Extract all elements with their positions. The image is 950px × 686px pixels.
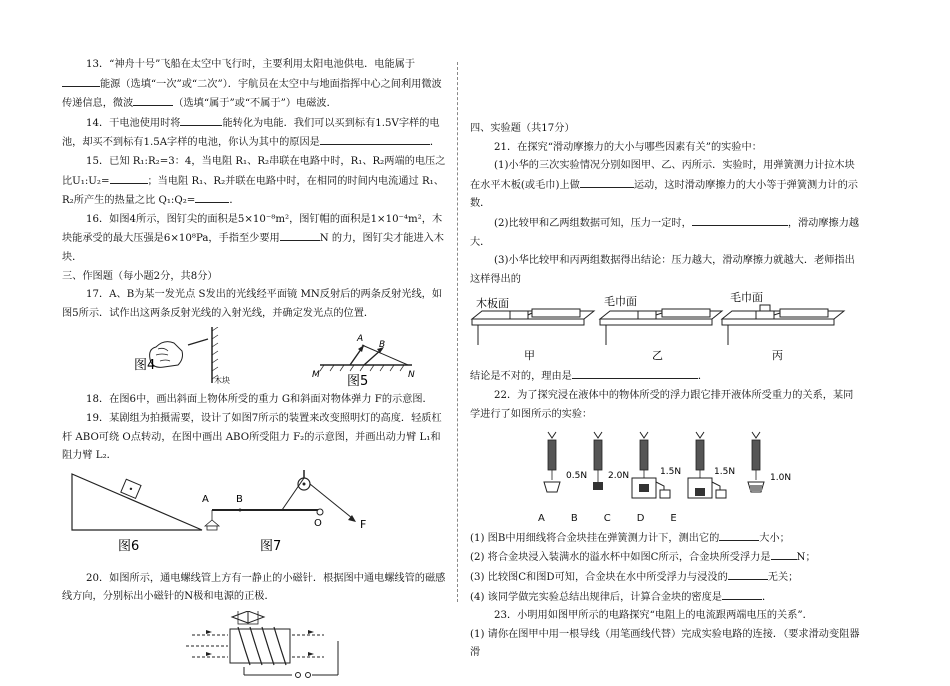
q13-text-c: （选填“属于”或“不属于”）电磁波． [173,98,337,110]
surface-label-3: 毛巾面 [730,291,763,305]
fig6-incline-diagram [72,474,202,530]
setup-c [632,432,670,498]
section-3-heading: 三、作图题（每小题2分，共8分） [62,270,218,282]
q16-text-a: 16．如图4所示，图钉尖的面积是5×10⁻⁸m²，图钉帽的面积是1×10⁻⁴m²，木块能承受的最大压强是6×10⁸Pa，手指至少要用 [62,213,443,245]
q22-4-text-b: ． [761,591,773,603]
surface-label-2: 毛巾面 [604,295,637,309]
q13-blank-1[interactable] [62,75,100,87]
setup-e [748,432,764,492]
q14-blank-2[interactable] [320,133,430,145]
q21-3-blank[interactable] [572,367,698,379]
q21-1-blank[interactable] [580,176,634,188]
q14-text-c: ． [429,137,441,149]
q22-3-text-b: 无关； [767,571,799,583]
question-14 [62,114,450,153]
q21-2-blank[interactable] [692,214,788,226]
q21-2-text-a: (2)比较甲和乙两组数据可知，压力一定时， [494,217,692,229]
reading-b: 2.0N [608,471,630,482]
fig5-caption: 图5 [347,374,369,388]
right-column [470,120,860,663]
fig4-fig5-drawing [62,327,442,387]
question-19: 19．某剧组为拍摄需要，设计了如图7所示的装置来改变照明灯的高度．轻质杠杆 ABO可绕 O点转动，在图中画出 ABO所受阻力 F₂的示意图，并画出动力臂 L₁和阻力臂 L₂． [62,412,442,462]
caption-jia: 甲 [524,349,535,363]
letter-d: D [636,513,645,525]
setup-letters [470,510,860,529]
friction-setup-yi [600,309,722,345]
fig7-caption: 图7 [260,538,282,554]
caption-yi: 乙 [652,349,663,363]
fig5-mirror-diagram [320,345,412,371]
q13-blank-2[interactable] [133,94,159,106]
q13-text-b: 能源（选填“一次”或“二次”）．宇航员在太空中与地面指挥中心之间利用微波传递信息，微波 [62,78,442,110]
figures-6-7 [62,470,450,566]
column-divider [457,62,458,602]
fig7-label-f: F [360,517,367,531]
setup-b [593,432,603,490]
q22-2-blank[interactable] [771,548,797,560]
q15-text-c: ． [229,195,240,207]
fig7-label-b: B [236,493,243,505]
compass-needle [232,611,264,624]
q22-part-2 [470,548,860,568]
reading-a: 0.5N [566,471,588,482]
question-20: 20．如图所示，通电螺线管上方有一静止的小磁针．根据图中通电螺线管的磁感线方向，分别标出小磁针的N极和电源的正极． [62,572,446,603]
question-17: 17．A、B为某一发光点 S发出的光线经平面镜 MN反射后的两条反射光线，如图5所示．试作出这两条反射光线的入射光线，并确定发光点的位置． [62,289,443,319]
figures-4-5 [62,327,450,387]
fig7-lever-diagram [205,470,356,530]
question-18: 18．在图6中，画出斜面上物体所受的重力 G和斜面对物体弹力 F的示意图． [86,394,433,406]
q21-part-1 [470,157,860,214]
q22-1-text-b: 大小； [759,532,790,544]
q21-3-text-c: ． [697,371,709,383]
fig5-label-b: B [379,340,386,351]
fig7-label-o: O [314,517,322,529]
q14-text-b: 能转化为电能．我们可以买到标有1.5V字样的电池，却买不到标有1.5A字样的电池，你认为其中的原因是 [62,117,440,149]
q15-blank-1[interactable] [110,172,148,184]
buoyancy-figure [470,428,860,508]
friction-drawing [470,291,860,363]
q13-blank-2b[interactable] [159,94,173,106]
fig6-fig7-drawing [62,470,442,566]
fig7-label-a: A [202,493,209,505]
q22-3-text-a: (3) 比较图C和图D可知，合金块在水中所受浮力与浸没的 [470,571,728,583]
letter-b: B [570,513,578,525]
buoyancy-drawing [470,428,860,508]
question-15 [62,153,450,211]
setup-a [544,432,560,492]
surface-label-1: 木板面 [476,297,509,311]
fig4-caption: 图4 [134,358,156,374]
q22-4-text-a: (4) 该同学做完实验总结出规律后，计算合金块的密度是 [470,591,722,603]
q22-1-text-a: (1) 图B中用细线将合金块挂在弹簧测力计下，测出它的 [470,532,720,544]
q13-text-a: 13．“神舟十号”飞船在太空中飞行时，主要利用太阳电池供电．电能属于 [86,59,416,70]
fig5-label-n: N [408,370,415,381]
caption-bing: 丙 [772,349,783,363]
fig5-label-a: A [357,334,364,345]
reading-c: 1.5N [660,467,682,478]
q15-text-a: 15．已知 R₁:R₂=3：4，当电阻 R₁、R₂串联在电路中时，R₁、R₂两端的电压之比U₁:U₂= [62,155,446,187]
q21-3-text-b: 结论是不对的，理由是 [470,371,572,383]
q22-2-text-a: (2) 将合金块浸入装满水的溢水杯中如图C所示，合金块所受浮力是 [470,552,771,564]
fig6-caption: 图6 [118,538,140,554]
q16-text-b: N 的力，图钉尖才能进入木块． [62,233,444,263]
q23-part-1: (1) 请你在图甲中用一根导线（用笔画线代替）完成实验电路的连接．（要求滑动变阻器滑 [470,628,860,659]
setup-d [688,432,726,498]
q14-blank-1[interactable] [180,114,222,126]
q14-text-a: 14．干电池使用时将 [86,117,181,129]
q22-4-blank[interactable] [722,588,762,600]
q22-2-text-b: N； [796,552,816,564]
q22-3-blank[interactable] [728,568,768,580]
fig5-label-m: M [312,370,320,381]
q21-part-2 [470,214,860,252]
q21-part-3-conclusion [470,367,860,387]
friction-setup-jia [472,309,594,345]
reading-d: 1.5N [714,467,736,478]
solenoid-coil [186,627,338,678]
q15-blank-2[interactable] [195,191,229,203]
q22-part-4 [470,588,860,608]
q22-part-3 [470,568,860,588]
left-column [62,56,450,683]
q22-1-blank[interactable] [719,529,759,541]
question-16 [62,211,450,268]
letter-a: A [538,513,545,525]
reading-e: 1.0N [770,473,792,484]
section-4-heading: 四、实验题（共17分） [470,123,575,134]
question-21: 21．在探究“滑动摩擦力的大小与哪些因素有关”的实验中： [494,141,762,153]
fig4-hand-illustration [150,327,218,383]
letter-e: E [670,513,677,525]
friction-figure [470,291,860,363]
q21-part-3: (3)小华比较甲和丙两组数据得出结论：压力越大，滑动摩擦力就越大．老师指出这样得出的 [470,255,855,285]
question-22: 22．为了探究浸在液体中的物体所受的浮力跟它排开液体所受重力的关系，某同学进行了如图所示的实验： [470,389,854,420]
wood-label: 木块 [214,376,230,386]
q22-part-1 [470,529,860,549]
question-13 [62,56,450,114]
solenoid-figure [62,611,450,679]
q21-2-text-b: ，滑动摩擦力越大． [470,217,860,248]
question-23: 23．小明用如图甲所示的电路探究“电阻上的电流跟两端电压的关系”． [494,610,813,622]
solenoid-drawing [62,611,442,679]
q16-blank[interactable] [280,229,320,241]
friction-setup-bing [722,305,844,345]
q15-text-b: ；当电阻 R₁、R₂并联在电路中时，在相同的时间内电流通过 R₁、R₂所产生的热量之比 Q₁:Q₂= [62,175,444,207]
letter-c: C [603,513,611,525]
q21-1-text-b: 运动，这时滑动摩擦力的大小等于弹簧测力计的示数． [470,179,858,210]
q21-1-text-a: (1)小华的三次实验情况分别如图甲、乙、丙所示．实验时，用弹簧测力计拉木块在水平木板(或毛巾)上做 [470,160,855,191]
